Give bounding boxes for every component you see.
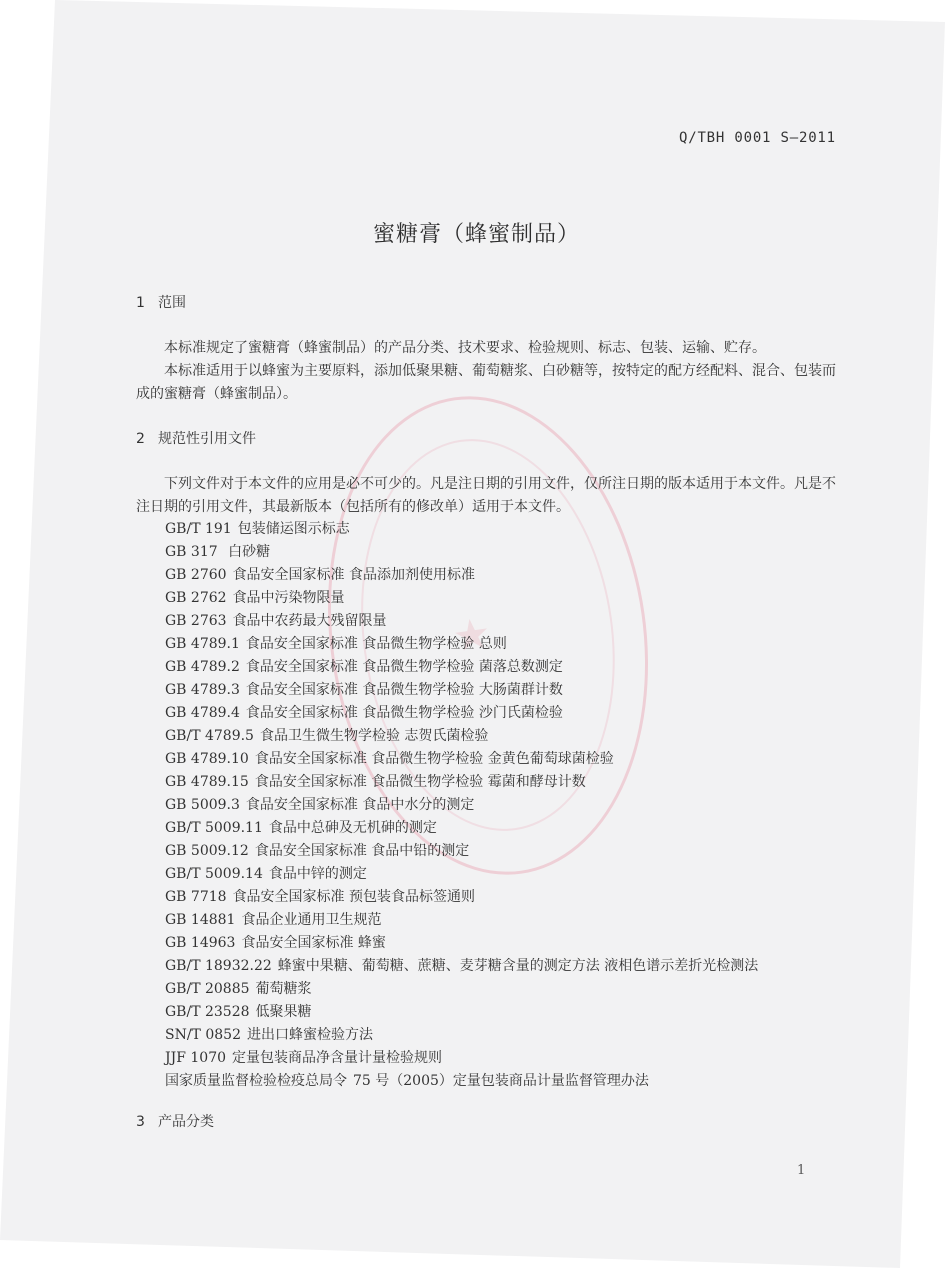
reference-code: GB/T 20885 <box>165 981 250 997</box>
reference-code: GB 7718 <box>165 889 227 905</box>
reference-item <box>165 518 758 541</box>
reference-code: GB 2763 <box>165 613 227 629</box>
standard-code: Q/TBH 0001 S—2011 <box>679 130 836 146</box>
scope-paragraph-1: 本标准规定了蜜糖膏（蜂蜜制品）的产品分类、技术要求、检验规则、标志、包装、运输、贮存。 <box>164 340 766 356</box>
reference-item <box>165 656 758 679</box>
reference-item <box>165 817 758 840</box>
reference-item <box>165 863 758 886</box>
reference-code: GB 5009.3 <box>165 797 240 813</box>
reference-item <box>165 932 758 955</box>
reference-title: 食品安全国家标准 食品添加剂使用标准 <box>232 567 476 583</box>
reference-code: JJF 1070 <box>165 1050 227 1066</box>
reference-title: 食品中锌的测定 <box>268 866 367 882</box>
reference-title: 食品中农药最大残留限量 <box>232 613 387 629</box>
reference-title: 食品中污染物限量 <box>232 590 345 606</box>
reference-code: GB 4789.15 <box>165 774 249 790</box>
reference-title: 食品安全国家标准 食品微生物学检验 霉菌和酵母计数 <box>254 774 586 790</box>
document-title: 蜜糖膏（蜂蜜制品） <box>373 222 581 247</box>
reference-title: 食品安全国家标准 食品微生物学检验 沙门氏菌检验 <box>245 705 563 721</box>
reference-code: GB 317 <box>165 544 218 560</box>
reference-title: 食品中总砷及无机砷的测定 <box>268 820 437 836</box>
reference-title: 蜂蜜中果糖、葡萄糖、蔗糖、麦芽糖含量的测定方法 液相色谱示差折光检测法 <box>277 958 759 974</box>
reference-title: 食品安全国家标准 食品微生物学检验 菌落总数测定 <box>245 659 563 675</box>
reference-title: 进出口蜂蜜检验方法 <box>246 1027 373 1043</box>
reference-list <box>165 518 758 1093</box>
reference-title: 低聚果糖 <box>255 1004 312 1020</box>
reference-item <box>165 725 758 748</box>
reference-code: GB/T 5009.14 <box>165 866 263 882</box>
reference-code: GB 14963 <box>165 935 236 951</box>
reference-item <box>165 587 758 610</box>
reference-item <box>165 771 758 794</box>
reference-code: GB 4789.10 <box>165 751 249 767</box>
section-2-title: 规范性引用文件 <box>158 431 256 447</box>
reference-code: GB 2762 <box>165 590 227 606</box>
reference-code: 国家质量监督检验检疫总局令 <box>165 1073 347 1089</box>
reference-title: 食品安全国家标准 食品中铅的测定 <box>254 843 470 859</box>
reference-item <box>165 978 758 1001</box>
reference-code: GB 4789.2 <box>165 659 240 675</box>
section-1-heading <box>136 292 186 312</box>
reference-title: 定量包装商品净含量计量检验规则 <box>232 1050 443 1066</box>
reference-item <box>165 541 758 564</box>
page-number: 1 <box>797 1163 806 1178</box>
reference-code: GB/T 191 <box>165 521 232 537</box>
reference-item <box>165 840 758 863</box>
reference-item <box>165 909 758 932</box>
reference-code: GB 4789.4 <box>165 705 240 721</box>
reference-item <box>165 886 758 909</box>
reference-item <box>165 748 758 771</box>
section-1-number: 1 <box>136 295 145 311</box>
reference-title: 75 号（2005）定量包装商品计量监督管理办法 <box>353 1073 649 1089</box>
reference-item <box>165 1024 758 1047</box>
reference-code: GB 2760 <box>165 567 227 583</box>
reference-code: GB 4789.1 <box>165 636 240 652</box>
reference-title: 食品安全国家标准 食品微生物学检验 大肠菌群计数 <box>245 682 563 698</box>
reference-item <box>165 1001 758 1024</box>
reference-code: GB 5009.12 <box>165 843 249 859</box>
reference-code: GB 14881 <box>165 912 236 928</box>
reference-code: SN/T 0852 <box>165 1027 241 1043</box>
reference-item <box>165 955 758 978</box>
reference-title: 食品安全国家标准 食品微生物学检验 金黄色葡萄球菌检验 <box>254 751 614 767</box>
reference-item <box>165 1047 758 1070</box>
section-2-number: 2 <box>136 431 145 447</box>
reference-item <box>165 679 758 702</box>
reference-title: 食品卫生微生物学检验 志贺氏菌检验 <box>259 728 489 744</box>
reference-item <box>165 610 758 633</box>
references-intro: 下列文件对于本文件的应用是必不可少的。凡是注日期的引用文件，仅所注日期的版本适用于本文件。凡是不注日期的引用文件，其最新版本（包括所有的修改单）适用于本文件。 <box>136 476 836 515</box>
section-3-number: 3 <box>136 1114 145 1130</box>
reference-item <box>165 564 758 587</box>
reference-item <box>165 794 758 817</box>
reference-title: 食品企业通用卫生规范 <box>241 912 382 928</box>
reference-code: GB/T 18932.22 <box>165 958 272 974</box>
reference-code: GB/T 5009.11 <box>165 820 263 836</box>
section-1-title: 范围 <box>158 295 186 311</box>
reference-title: 食品安全国家标准 蜂蜜 <box>241 935 386 951</box>
reference-title: 葡萄糖浆 <box>255 981 312 997</box>
section-3-heading <box>136 1111 214 1131</box>
section-3-title: 产品分类 <box>158 1114 214 1130</box>
scope-paragraph-2: 本标准适用于以蜂蜜为主要原料，添加低聚果糖、葡萄糖浆、白砂糖等，按特定的配方经配料、混合、包装而成的蜜糖膏（蜂蜜制品）。 <box>136 363 836 402</box>
section-2-heading <box>136 428 256 448</box>
reference-item <box>165 633 758 656</box>
reference-title: 食品安全国家标准 预包装食品标签通则 <box>232 889 476 905</box>
reference-item <box>165 702 758 725</box>
reference-item <box>165 1070 758 1093</box>
reference-code: GB 4789.3 <box>165 682 240 698</box>
reference-code: GB/T 4789.5 <box>165 728 254 744</box>
reference-code: GB/T 23528 <box>165 1004 250 1020</box>
reference-title: 包装储运图示标志 <box>237 521 350 537</box>
reference-title: 食品安全国家标准 食品微生物学检验 总则 <box>245 636 507 652</box>
reference-title: 食品安全国家标准 食品中水分的测定 <box>245 797 475 813</box>
reference-title: 白砂糖 <box>223 544 271 560</box>
